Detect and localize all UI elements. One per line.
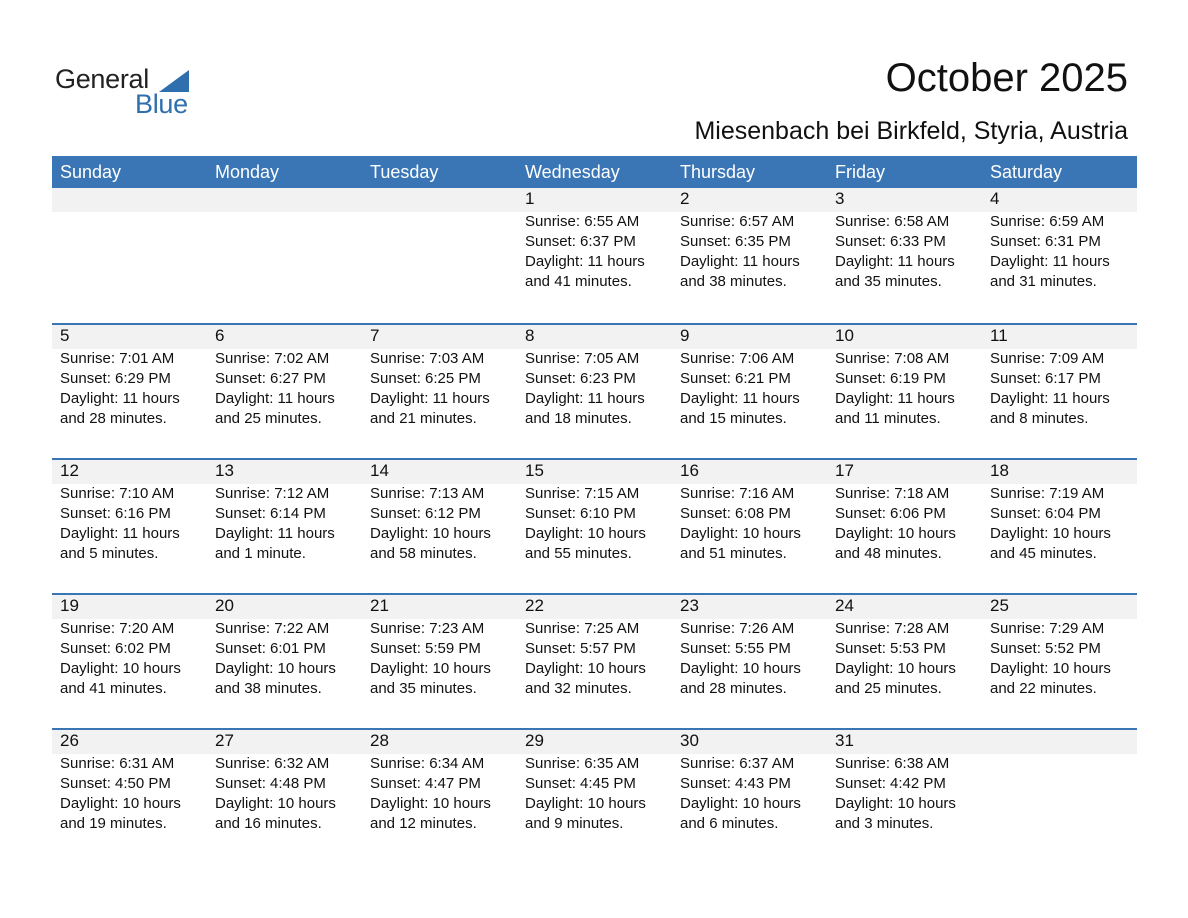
sunrise-text: Sunrise: 6:35 AM [525,755,640,772]
daylight-text: Daylight: 10 hours [990,660,1111,677]
sunset-text: Sunset: 6:14 PM [215,505,326,522]
daylight-text: Daylight: 11 hours [680,253,800,270]
day-number: 29 [525,731,544,750]
weekday-sunday: Sunday [60,162,122,182]
sunrise-text: Sunrise: 6:32 AM [215,755,330,772]
location-subtitle: Miesenbach bei Birkfeld, Styria, Austria [694,117,1128,145]
weekday-friday: Friday [835,162,886,182]
sunset-text: Sunset: 6:06 PM [835,505,946,522]
day-number: 27 [215,731,234,750]
day-number: 7 [370,326,380,345]
day-number: 8 [525,326,535,345]
empty-day-cell [207,188,362,323]
daylight-text: Daylight: 11 hours [215,390,335,407]
daylight-text: Daylight: 10 hours [370,660,491,677]
daylight-minutes-text: and 31 minutes. [990,273,1097,290]
sunset-text: Sunset: 6:01 PM [215,640,326,657]
sunrise-text: Sunrise: 7:23 AM [370,620,485,637]
day-number: 28 [370,731,389,750]
sunrise-text: Sunrise: 7:25 AM [525,620,640,637]
day-number: 4 [990,189,1000,208]
day-cell [362,595,517,728]
day-number: 2 [680,189,690,208]
empty-day-cell [52,188,207,323]
day-number: 21 [370,596,389,615]
day-cell [827,188,982,323]
sunset-text: Sunset: 6:25 PM [370,370,481,387]
sunset-text: Sunset: 4:45 PM [525,775,636,792]
day-cell [672,325,827,458]
sunrise-text: Sunrise: 6:37 AM [680,755,795,772]
daylight-minutes-text: and 35 minutes. [370,680,477,697]
daylight-text: Daylight: 11 hours [525,390,645,407]
daylight-minutes-text: and 35 minutes. [835,273,942,290]
daylight-minutes-text: and 55 minutes. [525,545,632,562]
sunrise-text: Sunrise: 7:08 AM [835,350,950,367]
sunset-text: Sunset: 6:29 PM [60,370,171,387]
week-row [52,323,1137,458]
daylight-text: Daylight: 10 hours [525,660,646,677]
sunrise-text: Sunrise: 6:34 AM [370,755,485,772]
day-cell [827,325,982,458]
daylight-text: Daylight: 11 hours [680,390,800,407]
logo [55,62,195,118]
sunset-text: Sunset: 6:27 PM [215,370,326,387]
weekday-monday: Monday [215,162,280,182]
daylight-text: Daylight: 11 hours [525,253,645,270]
daylight-minutes-text: and 15 minutes. [680,410,787,427]
sunset-text: Sunset: 6:19 PM [835,370,946,387]
week-row [52,593,1137,728]
daylight-text: Daylight: 10 hours [525,795,646,812]
sunrise-text: Sunrise: 6:58 AM [835,213,950,230]
week-row [52,458,1137,593]
day-number: 11 [990,326,1008,345]
day-number: 25 [990,596,1009,615]
sunset-text: Sunset: 5:57 PM [525,640,636,657]
daylight-minutes-text: and 45 minutes. [990,545,1097,562]
sunrise-text: Sunrise: 7:28 AM [835,620,950,637]
day-cell [362,730,517,863]
day-number: 5 [60,326,70,345]
day-cell [982,460,1137,593]
daylight-minutes-text: and 38 minutes. [215,680,322,697]
daylight-text: Daylight: 11 hours [990,253,1110,270]
day-cell [982,325,1137,458]
sunset-text: Sunset: 5:52 PM [990,640,1101,657]
day-cell [517,188,672,323]
day-cell [982,188,1137,323]
sunset-text: Sunset: 5:53 PM [835,640,946,657]
week-grid [52,595,1137,728]
sunset-text: Sunset: 6:35 PM [680,233,791,250]
sunrise-text: Sunrise: 7:18 AM [835,485,950,502]
sunset-text: Sunset: 5:55 PM [680,640,791,657]
week-row [52,188,1137,323]
daylight-text: Daylight: 11 hours [835,253,955,270]
sunrise-text: Sunrise: 7:01 AM [60,350,175,367]
daylight-text: Daylight: 10 hours [990,525,1111,542]
daylight-minutes-text: and 41 minutes. [60,680,167,697]
daylight-text: Daylight: 10 hours [680,660,801,677]
day-number: 3 [835,189,845,208]
sunrise-text: Sunrise: 7:03 AM [370,350,485,367]
day-number: 22 [525,596,544,615]
sunset-text: Sunset: 4:47 PM [370,775,481,792]
daylight-minutes-text: and 41 minutes. [525,273,632,290]
daylight-minutes-text: and 9 minutes. [525,815,624,832]
daylight-minutes-text: and 48 minutes. [835,545,942,562]
day-number: 1 [525,189,535,208]
day-cell [362,325,517,458]
sunset-text: Sunset: 4:43 PM [680,775,791,792]
weekday-header-row [52,156,1137,188]
sunrise-text: Sunrise: 7:22 AM [215,620,330,637]
daylight-minutes-text: and 38 minutes. [680,273,787,290]
weekday-thursday: Thursday [680,162,756,182]
daylight-text: Daylight: 10 hours [680,525,801,542]
day-cell [827,460,982,593]
daylight-text: Daylight: 10 hours [370,795,491,812]
sunrise-text: Sunrise: 7:05 AM [525,350,640,367]
sunset-text: Sunset: 6:10 PM [525,505,636,522]
daylight-text: Daylight: 11 hours [60,390,180,407]
sunrise-text: Sunrise: 7:26 AM [680,620,795,637]
daylight-minutes-text: and 8 minutes. [990,410,1089,427]
daylight-minutes-text: and 11 minutes. [835,410,941,427]
daylight-text: Daylight: 11 hours [990,390,1110,407]
day-number: 6 [215,326,225,345]
sunset-text: Sunset: 4:48 PM [215,775,326,792]
daylight-minutes-text: and 19 minutes. [60,815,167,832]
day-cell [827,595,982,728]
sunrise-text: Sunrise: 6:31 AM [60,755,175,772]
daylight-minutes-text: and 1 minute. [215,545,306,562]
day-cell [207,460,362,593]
day-cell [362,460,517,593]
sunset-text: Sunset: 6:12 PM [370,505,481,522]
daylight-text: Daylight: 11 hours [370,390,490,407]
sunrise-text: Sunrise: 6:55 AM [525,213,640,230]
daylight-minutes-text: and 12 minutes. [370,815,477,832]
daylight-text: Daylight: 10 hours [835,660,956,677]
sunset-text: Sunset: 6:31 PM [990,233,1101,250]
daylight-text: Daylight: 10 hours [215,795,336,812]
daylight-text: Daylight: 11 hours [215,525,335,542]
sunset-text: Sunset: 6:17 PM [990,370,1101,387]
day-cell [517,325,672,458]
week-grid [52,460,1137,593]
day-cell [52,730,207,863]
weekday-saturday: Saturday [990,162,1063,182]
page-title: October 2025 [885,56,1128,100]
daylight-minutes-text: and 28 minutes. [60,410,167,427]
day-cell [517,730,672,863]
sunrise-text: Sunrise: 7:16 AM [680,485,795,502]
sunrise-text: Sunrise: 6:38 AM [835,755,950,772]
daylight-text: Daylight: 10 hours [525,525,646,542]
day-cell [52,325,207,458]
daylight-text: Daylight: 10 hours [835,795,956,812]
daylight-minutes-text: and 6 minutes. [680,815,779,832]
daylight-minutes-text: and 5 minutes. [60,545,159,562]
daylight-text: Daylight: 11 hours [60,525,180,542]
weekday-tuesday: Tuesday [370,162,439,182]
day-number: 31 [835,731,854,750]
sunset-text: Sunset: 6:23 PM [525,370,636,387]
week-grid [52,730,1137,863]
sunrise-text: Sunrise: 7:15 AM [525,485,640,502]
day-cell [207,595,362,728]
sunrise-text: Sunrise: 7:02 AM [215,350,330,367]
day-number: 24 [835,596,854,615]
daylight-text: Daylight: 10 hours [60,795,181,812]
sunrise-text: Sunrise: 7:19 AM [990,485,1105,502]
sunset-text: Sunset: 4:50 PM [60,775,171,792]
day-number: 30 [680,731,699,750]
daylight-minutes-text: and 25 minutes. [835,680,942,697]
day-cell [827,730,982,863]
sunset-text: Sunset: 4:42 PM [835,775,946,792]
day-cell [52,460,207,593]
sunrise-text: Sunrise: 7:20 AM [60,620,175,637]
sunrise-text: Sunrise: 6:57 AM [680,213,795,230]
day-number: 14 [370,461,389,480]
sunset-text: Sunset: 6:21 PM [680,370,791,387]
daylight-minutes-text: and 16 minutes. [215,815,322,832]
day-number: 23 [680,596,699,615]
sunrise-text: Sunrise: 7:12 AM [215,485,330,502]
day-number: 26 [60,731,79,750]
daylight-minutes-text: and 22 minutes. [990,680,1097,697]
day-cell [207,730,362,863]
sunset-text: Sunset: 6:02 PM [60,640,171,657]
day-number: 9 [680,326,690,345]
sunrise-text: Sunrise: 7:13 AM [370,485,485,502]
sunset-text: Sunset: 6:04 PM [990,505,1101,522]
day-number: 16 [680,461,699,480]
day-number: 15 [525,461,544,480]
day-cell [672,730,827,863]
day-cell [52,595,207,728]
daylight-text: Daylight: 10 hours [680,795,801,812]
day-cell [982,595,1137,728]
day-cell [672,595,827,728]
day-number: 20 [215,596,234,615]
daylight-minutes-text: and 21 minutes. [370,410,477,427]
sunset-text: Sunset: 6:37 PM [525,233,636,250]
day-number: 19 [60,596,79,615]
daylight-minutes-text: and 28 minutes. [680,680,787,697]
empty-day-cell [362,188,517,323]
sunset-text: Sunset: 5:59 PM [370,640,481,657]
day-number: 10 [835,326,854,345]
daylight-text: Daylight: 10 hours [370,525,491,542]
day-number: 17 [835,461,854,480]
sunrise-text: Sunrise: 7:29 AM [990,620,1105,637]
sunrise-text: Sunrise: 7:10 AM [60,485,175,502]
daylight-text: Daylight: 10 hours [215,660,336,677]
sunset-text: Sunset: 6:08 PM [680,505,791,522]
day-cell [672,188,827,323]
day-number: 12 [60,461,79,480]
daylight-text: Daylight: 10 hours [835,525,956,542]
daylight-minutes-text: and 25 minutes. [215,410,322,427]
week-grid [52,188,1137,323]
day-number: 13 [215,461,234,480]
day-cell [517,460,672,593]
daylight-text: Daylight: 11 hours [835,390,955,407]
sunrise-text: Sunrise: 6:59 AM [990,213,1105,230]
daylight-minutes-text: and 58 minutes. [370,545,477,562]
daylight-minutes-text: and 51 minutes. [680,545,787,562]
day-cell [672,460,827,593]
logo-text-general: General [55,64,149,94]
empty-day-cell [982,730,1137,863]
daylight-text: Daylight: 10 hours [60,660,181,677]
sunrise-text: Sunrise: 7:06 AM [680,350,795,367]
sunset-text: Sunset: 6:16 PM [60,505,171,522]
daylight-minutes-text: and 3 minutes. [835,815,934,832]
day-cell [517,595,672,728]
daylight-minutes-text: and 18 minutes. [525,410,632,427]
week-grid [52,325,1137,458]
week-row [52,728,1137,863]
sunset-text: Sunset: 6:33 PM [835,233,946,250]
daylight-minutes-text: and 32 minutes. [525,680,632,697]
day-number: 18 [990,461,1009,480]
weekday-wednesday: Wednesday [525,162,620,182]
calendar-grid [52,156,1137,863]
sunrise-text: Sunrise: 7:09 AM [990,350,1105,367]
day-cell [207,325,362,458]
calendar-weeks [52,188,1137,863]
logo-text-blue: Blue [135,89,188,119]
